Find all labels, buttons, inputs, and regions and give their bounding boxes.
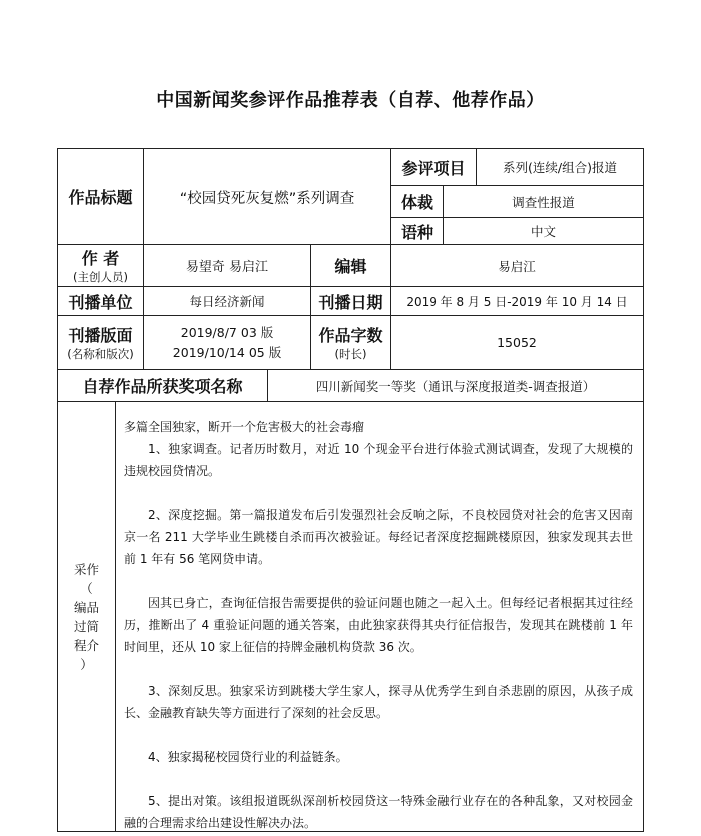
category-label-text: 参评项目 <box>401 158 466 178</box>
process-label-char-3: 编品 <box>73 599 99 615</box>
process-paragraph: 多篇全国独家，断开一个危害极大的社会毒瘤 <box>124 420 365 434</box>
edition-value <box>143 315 311 370</box>
process-paragraph: 2、深度挖掘。第一篇报道发布后引发强烈社会反响之际，不良校园贷对社会的危害又因南京一名 211 大学毕业生跳楼自杀而再次被验证。每经记者深度挖掘跳楼原因，独家发现其去世前 1 年有 56 笔网贷申请。 <box>124 508 633 566</box>
language-value-text: 中文 <box>530 224 556 239</box>
process-label <box>57 401 116 832</box>
work-title-value-text: “校园贷死灰复燃”系列调查 <box>179 191 355 207</box>
award-value <box>267 369 644 402</box>
work-title-value <box>143 148 391 245</box>
genre-label-text: 体裁 <box>400 193 433 212</box>
process-label-char-1: 采作 <box>73 561 99 577</box>
page-title: 中国新闻奖参评作品推荐表（自荐、他荐作品） <box>156 90 545 111</box>
process-paragraph: 因其已身亡，查询征信报告需要提供的验证问题也随之一起入土。但每经记者根据其过往经历，推断出了 4 重验证问题的通关答案，由此独家获得其央行征信报告，发现其在跳楼前 1 年时间里，还从 10 家上征信的持牌金融机构贷款 36 次。 <box>124 596 633 654</box>
author-label-text: 作 者 <box>81 249 120 268</box>
process-paragraph: 3、深刻反思。独家采访到跳楼大学生家人，探寻从优秀学生到自杀悲剧的原因，从孩子成长、金融教育缺失等方面进行了深刻的社会反思。 <box>124 684 633 720</box>
award-value-text: 四川新闻奖一等奖（通讯与深度报道类-调查报道） <box>315 378 596 394</box>
date-label <box>310 286 391 316</box>
category-value <box>476 148 644 186</box>
work-title-label <box>57 148 144 245</box>
award-label <box>57 369 268 402</box>
wordcount-label-sub: (时长) <box>334 347 367 361</box>
process-label-char-6: ） <box>80 656 93 672</box>
process-content <box>115 401 644 832</box>
date-value <box>390 286 644 316</box>
author-label <box>57 244 144 287</box>
edition-line-2: 2019/10/14 05 版 <box>172 344 282 360</box>
author-label-sub: (主创人员) <box>73 270 128 284</box>
author-value-text: 易望奇 易启江 <box>185 260 269 275</box>
category-label <box>390 148 477 186</box>
editor-label-text: 编辑 <box>334 257 367 276</box>
wordcount-label <box>310 315 391 370</box>
language-label <box>390 217 444 245</box>
process-label-char-5: 程介 <box>73 637 99 653</box>
editor-label <box>310 244 391 287</box>
edition-label <box>57 315 144 370</box>
award-label-text: 自荐作品所获奖项名称 <box>82 377 243 396</box>
genre-label <box>390 185 444 218</box>
process-paragraph: 5、提出对策。该组报道既纵深剖析校园贷这一特殊金融行业存在的各种乱象，又对校园金融的合理需求给出建设性解决办法。 <box>124 794 633 830</box>
edition-label-sub: (名称和版次) <box>67 347 134 361</box>
edition-line-1: 2019/8/7 03 版 <box>180 324 274 340</box>
work-title-label-text: 作品标题 <box>68 188 133 207</box>
process-label-char-2: （ <box>80 580 93 596</box>
wordcount-value-text: 15052 <box>497 335 537 350</box>
category-value-text: 系列(连续/组合)报道 <box>503 160 617 175</box>
process-label-char-4: 过简 <box>73 618 99 634</box>
wordcount-value <box>390 315 644 370</box>
publisher-label-text: 刊播单位 <box>68 292 133 312</box>
editor-value <box>390 244 644 287</box>
publisher-value <box>143 286 311 316</box>
publisher-value-text: 每日经济新闻 <box>189 294 265 309</box>
process-paragraph: 4、独家揭秘校园贷行业的利益链条。 <box>148 750 348 764</box>
edition-label-text: 刊播版面 <box>68 326 133 345</box>
language-value <box>443 217 644 245</box>
publisher-label <box>57 286 144 316</box>
genre-value-text: 调查性报道 <box>512 194 575 210</box>
date-label-text: 刊播日期 <box>318 292 383 312</box>
language-label-text: 语种 <box>400 222 433 242</box>
author-value <box>143 244 311 287</box>
wordcount-label-text: 作品字数 <box>318 326 383 345</box>
process-paragraph: 1、独家调查。记者历时数月，对近 10 个现金平台进行体验式测试调查，发现了大规模的违规校园贷情况。 <box>124 442 633 478</box>
genre-value <box>443 185 644 218</box>
editor-value-text: 易启江 <box>498 258 536 274</box>
date-value-text: 2019 年 8 月 5 日-2019 年 10 月 14 日 <box>406 294 628 309</box>
